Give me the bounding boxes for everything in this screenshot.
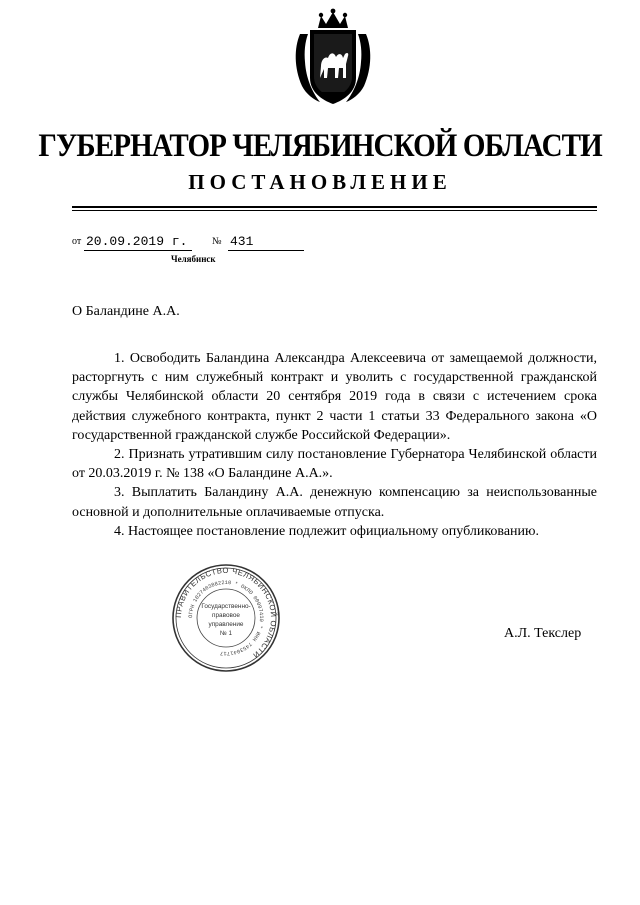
seal-inner-line-1: Государственно- [201,603,251,610]
document-subject: О Баландине А.А. [72,304,180,319]
seal-inner-line-3: управление [208,621,244,628]
seal-outer-text: ПРАВИТЕЛЬСТВО ЧЕЛЯБИНСКОЙ ОБЛАСТИ [173,565,279,661]
document-body [72,349,597,541]
city-label: Челябинск [171,254,216,264]
paragraph-1: 1. Освободить Баландина Александра Алексеевича от замещаемой должности, расторгнуть с ним служебный контракт и уволить с государственной гражданской службы Челябинской области 20 сентября 2019 года в связи с истечением срока действия служебного контракта, пункт 2 части 1 статьи 33 Федерального закона «О государственной гражданской службе Российской Федерации». [72,351,597,443]
signatory-name: А.Л. Текслер [504,626,582,641]
seal-inner-line-2: правовое [212,612,240,619]
date-prefix: от [72,236,82,247]
header-divider-thick [72,206,597,208]
issuer-title: ГУБЕРНАТОР ЧЕЛЯБИНСКОЙ ОБЛАСТИ [38,128,602,164]
official-seal-stamp [170,562,282,674]
paragraph-3: 3. Выплатить Баландину А.А. денежную компенсацию за неиспользованные основной и дополнительные оплачиваемые отпуска. [72,485,597,520]
number-prefix: № [212,236,222,247]
paragraph-4: 4. Настоящее постановление подлежит официальному опубликованию. [114,523,539,539]
coat-of-arms-emblem [290,8,376,108]
paragraph-2: 2. Признать утратившим силу постановление Губернатора Челябинской области от 20.03.2019 г. № 138 «О Баландине А.А.». [72,447,597,482]
seal-codes-text: ОГРН 1027403882210 * ОКПО 00097410 * ИНН 7453041717 [187,579,265,657]
document-type: ПОСТАНОВЛЕНИЕ [188,170,452,194]
document-number: 431 [228,234,304,251]
document-date: 20.09.2019 г. [84,234,192,251]
header-divider-thin [72,210,597,211]
seal-inner-line-4: № 1 [219,630,233,637]
